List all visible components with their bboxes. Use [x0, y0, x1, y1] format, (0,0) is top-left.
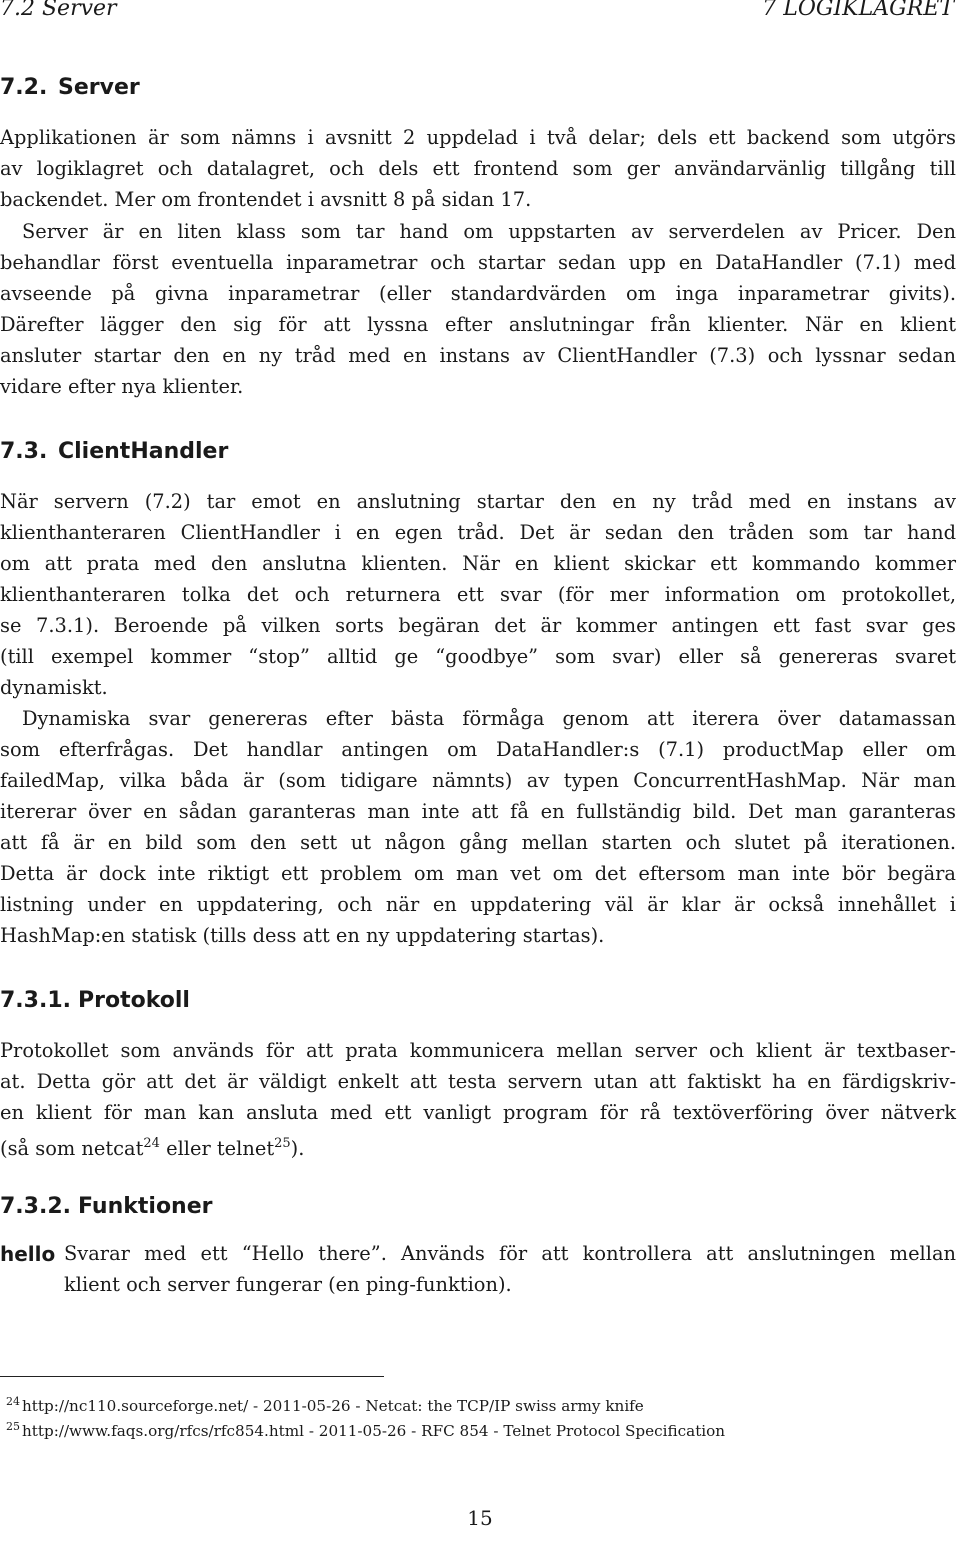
- text-line: listning under en uppdatering, och när en uppdatering väl är klar är också innehållet i: [0, 893, 956, 916]
- text-line: När servern (7.2) tar emot en anslutning startar den en ny tråd med en instans av: [0, 490, 956, 513]
- text-line: vidare efter nya klienter.: [0, 375, 244, 398]
- text-line: att få är en bild som den sett ut någon gång mellan starten och slutet på iterationen.: [0, 831, 956, 854]
- text-line: av logiklagret och datalagret, och dels ett frontend som ger användarvänlig tillgång till: [0, 157, 956, 180]
- text-line: Svarar med ett “Hello there”. Används för att kontrollera att anslutningen mellan: [64, 1242, 956, 1265]
- text-line: failedMap, vilka båda är (som tidigare nämnts) av typen ConcurrentHashMap. När man: [0, 769, 956, 792]
- header-section-title: 7.2 Server: [0, 0, 117, 21]
- text-line: Därefter lägger den sig för att lyssna efter anslutningar från klienter. När en klient: [0, 313, 956, 336]
- text-line: HashMap:en statisk (tills dess att en ny uppdatering startas).: [0, 924, 605, 947]
- text-line: klienthanteraren tolka det och returnera ett svar (för mer information om protokollet,: [0, 583, 956, 606]
- section-number: 7.3.1.: [0, 988, 71, 1013]
- footnote-mark: 24: [6, 1395, 20, 1408]
- section-title: Funktioner: [78, 1194, 213, 1219]
- paragraph-clienthandler-dynamic: [0, 703, 956, 951]
- text-line: om att prata med den anslutna klienten. När en klient skickar ett kommando kommer: [0, 552, 956, 575]
- text-line: Server är en liten klass som tar hand om uppstarten av serverdelen av Pricer. Den: [22, 220, 956, 243]
- paragraph-server-class: [0, 216, 956, 402]
- section-heading-funktioner: [0, 1194, 213, 1219]
- text-line: itererar över en sådan garanteras man inte att få en fullständig bild. Det man garanteras: [0, 800, 956, 823]
- section-heading-server: [0, 75, 140, 100]
- paragraph-protokoll: [0, 1035, 956, 1164]
- footnote-ref-25[interactable]: 25: [274, 1136, 291, 1151]
- text-line: se 7.3.1). Beroende på vilken sorts begäran det är kommer antingen ett fast svar ges: [0, 614, 956, 637]
- footnote-24: [6, 1392, 644, 1416]
- page-number: 15: [467, 1506, 493, 1530]
- text-line: avseende på givna inparametrar (eller standardvärden om inga inparametrar givits).: [0, 282, 956, 305]
- definition-description: [64, 1238, 956, 1300]
- text-line: klienthanteraren ClientHandler i en egen tråd. Det är sedan den tråden som tar hand: [0, 521, 956, 544]
- text-fragment: eller telnet: [159, 1137, 275, 1160]
- section-number: 7.3.2.: [0, 1194, 71, 1219]
- text-line: en klient för man kan ansluta med ett vanligt program för rå textöverföring över nätverk: [0, 1101, 956, 1124]
- text-fragment: ).: [290, 1137, 305, 1160]
- header-chapter-title: 7 LOGIKLAGRET: [762, 0, 954, 21]
- paragraph-clienthandler-intro: [0, 486, 956, 703]
- paragraph-server-intro: [0, 122, 956, 215]
- text-line: at. Detta gör att det är väldigt enkelt att testa servern utan att faktiskt ha en färdigskriv-: [0, 1070, 956, 1093]
- section-heading-protokoll: [0, 988, 190, 1013]
- text-line: Dynamiska svar genereras efter bästa förmåga genom att iterera över datamassan: [22, 707, 956, 730]
- footnote-separator: [0, 1376, 384, 1377]
- text-line: Applikationen är som nämns i avsnitt 2 uppdelad i två delar; dels ett backend som utgörs: [0, 126, 956, 149]
- footnote-ref-24[interactable]: 24: [143, 1136, 160, 1151]
- section-heading-clienthandler: [0, 439, 228, 464]
- text-line: som efterfrågas. Det handlar antingen om DataHandler:s (7.1) productMap eller om: [0, 738, 956, 761]
- footnote-text[interactable]: http://nc110.sourceforge.net/ - 2011-05-26 - Netcat: the TCP/IP swiss army knife: [22, 1397, 644, 1415]
- footnote-25: [6, 1417, 725, 1441]
- text-fragment: (så som netcat: [0, 1137, 144, 1160]
- running-header: [0, 0, 960, 30]
- footnote-text[interactable]: http://www.faqs.org/rfcs/rfc854.html - 2011-05-26 - RFC 854 - Telnet Protocol Specification: [22, 1422, 726, 1440]
- section-title: Server: [58, 75, 140, 100]
- footnote-mark: 25: [6, 1420, 20, 1433]
- definition-term-hello: hello: [0, 1242, 56, 1266]
- text-line: backendet. Mer om frontendet i avsnitt 8 på sidan 17.: [0, 188, 532, 211]
- text-line: [0, 1128, 956, 1164]
- text-line: klient och server fungerar (en ping-funktion).: [64, 1273, 512, 1296]
- section-title: ClientHandler: [58, 439, 229, 464]
- text-line: Detta är dock inte riktigt ett problem om man vet om det eftersom man inte bör begära: [0, 862, 956, 885]
- text-line: behandlar först eventuella inparametrar och startar sedan upp en DataHandler (7.1) med: [0, 251, 956, 274]
- text-line: Protokollet som används för att prata kommunicera mellan server och klient är textbaser-: [0, 1039, 956, 1062]
- section-title: Protokoll: [78, 988, 190, 1013]
- text-line: (till exempel kommer “stop” alltid ge “goodbye” som svar) eller så genereras svaret: [0, 645, 956, 668]
- text-line: ansluter startar den en ny tråd med en instans av ClientHandler (7.3) och lyssnar sedan: [0, 344, 956, 367]
- text-line: dynamiskt.: [0, 676, 108, 699]
- section-number: 7.2.: [0, 75, 48, 100]
- section-number: 7.3.: [0, 439, 48, 464]
